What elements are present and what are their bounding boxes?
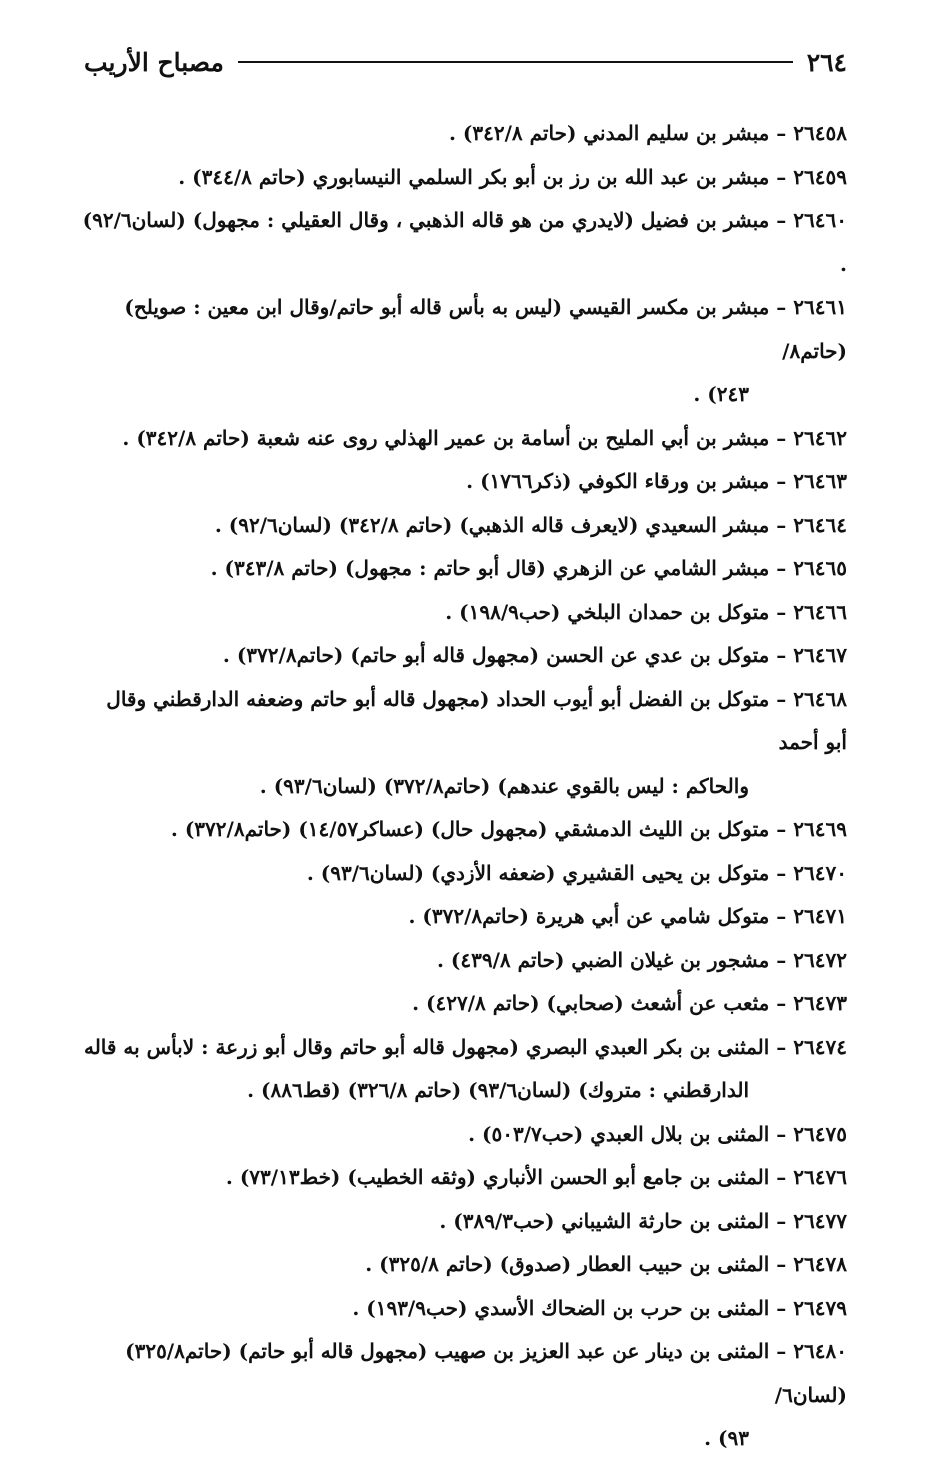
page-number: ٢٦٤ <box>806 47 847 77</box>
entry-dash: – <box>769 512 794 537</box>
entry-continuation: والحاكم : ليس بالقوي عندهم) (حاتم٣٧٢/٨) (لسان٩٣/٦) . <box>259 773 749 798</box>
entry-text: المثنى بن حرب بن الضحاك الأسدي (حب١٩٣/٩) . <box>352 1295 770 1320</box>
entry-number: ٢٦٤٧٠ <box>793 860 847 885</box>
entry-text: مبشر بن أبي المليح بن أسامة بن عمير الهذلي روى عنه شعبة (حاتم ٣٤٢/٨) . <box>122 425 770 450</box>
entry-item <box>80 112 847 156</box>
entry-text: مشجور بن غيلان الضبي (حاتم ٤٣٩/٨) . <box>437 947 770 972</box>
entry-text: متوكل بن يحيى القشيري (ضعفه الأزدي) (لسان٩٣/٦) . <box>306 860 770 885</box>
entry-text: مبشر بن فضيل (لايدري من هو قاله الذهبي ، وقال العقيلي : مجهول) (لسان٩٢/٦) . <box>82 208 847 276</box>
entry-text: متوكل شامي عن أبي هريرة (حاتم٣٧٢/٨) . <box>408 904 770 928</box>
book-title: مصباح الأريب <box>84 47 224 77</box>
entry-number: ٢٦٤٧٧ <box>793 1208 847 1233</box>
entry-number: ٢٦٤٦٤ <box>793 512 847 537</box>
entry-item <box>80 1113 847 1157</box>
entry-number: ٢٦٤٧٨ <box>793 1252 847 1276</box>
entry-dash: – <box>769 991 794 1015</box>
entry-dash: – <box>769 1295 794 1320</box>
entry-continuation: ٩٣) . <box>704 1426 749 1450</box>
entry-number: ٢٦٤٦٥ <box>793 556 847 580</box>
entry-item <box>80 1156 847 1200</box>
entry-dash: – <box>769 121 794 145</box>
entry-item <box>80 1287 847 1331</box>
entry-text: المثنى بن بلال العبدي (حب٥٠٣/٧) . <box>468 1121 770 1146</box>
entry-continuation: الدارقطني : متروك) (لسان٩٣/٦) (حاتم ٣٢٦/٨) (قط٨٨٦) . <box>247 1078 749 1102</box>
entry-number: ٢٦٤٧٢ <box>793 947 847 972</box>
entry-dash: – <box>769 686 794 711</box>
entry-text: المثنى بن حبيب العطار (صدوق) (حاتم ٣٢٥/٨) . <box>365 1252 770 1276</box>
entry-dash: – <box>769 1339 794 1363</box>
entry-text: متوكل بن الفضل أبو أيوب الحداد (مجهول قاله أبو حاتم وضعفه الدارقطني وقال أبو أحمد <box>106 686 847 754</box>
entry-text: متوكل بن الليث الدمشقي (مجهول حال) (عساكر١٤/٥٧) (حاتم٣٧٢/٨) . <box>170 817 770 841</box>
entry-number: ٢٦٤٧١ <box>793 904 847 928</box>
entry-item <box>80 895 847 939</box>
entry-item <box>80 286 847 417</box>
entry-item <box>80 156 847 200</box>
entry-text: المثنى بن دينار عن عبد العزيز بن صهيب (مجهول قاله أبو حاتم) (حاتم٣٢٥/٨) (لسان٦/ <box>125 1339 847 1407</box>
entry-number: ٢٦٤٦٨ <box>793 686 847 711</box>
entry-number: ٢٦٤٦٦ <box>793 599 847 624</box>
entry-dash: – <box>769 469 794 493</box>
entry-dash: – <box>769 556 794 580</box>
entry-number: ٢٦٤٦٢ <box>793 425 847 450</box>
entry-number: ٢٦٤٧٣ <box>793 991 847 1015</box>
entry-item <box>80 1200 847 1244</box>
entry-number: ٢٦٤٦١ <box>793 295 847 319</box>
entry-number: ٢٦٤٥٩ <box>793 164 847 189</box>
entry-item <box>80 808 847 852</box>
entry-number: ٢٦٤٥٨ <box>793 121 847 145</box>
entry-text: مبشر السعيدي (لايعرف قاله الذهبي) (حاتم ٣٤٢/٨) (لسان٩٢/٦) . <box>214 512 770 537</box>
entry-dash: – <box>769 817 794 841</box>
entry-dash: – <box>769 208 794 232</box>
entry-dash: – <box>769 599 794 624</box>
entry-dash: – <box>769 164 794 189</box>
entry-continuation: ٢٤٣) . <box>693 382 749 406</box>
entry-dash: – <box>769 947 794 972</box>
entry-number: ٢٦٤٧٩ <box>793 1295 847 1320</box>
entry-item <box>80 852 847 896</box>
entry-number: ٢٦٤٧٦ <box>793 1165 847 1189</box>
page-header <box>84 40 847 84</box>
entry-text: مبشر بن مكسر القيسي (ليس به بأس قاله أبو حاتم/وقال ابن معين : صويلح) (حاتم٨/ <box>124 295 847 363</box>
entry-item <box>80 460 847 504</box>
entry-item <box>80 678 847 809</box>
entry-dash: – <box>769 643 794 667</box>
entry-list <box>80 112 847 1461</box>
entry-text: مثعب عن أشعث (صحابي) (حاتم ٤٢٧/٨) . <box>412 991 770 1015</box>
entry-text: المثنى بن بكر العبدي البصري (مجهول قاله أبو حاتم وقال أبو زرعة : لابأس به قاله <box>83 1034 770 1059</box>
entry-number: ٢٦٤٦٣ <box>793 469 847 493</box>
entry-item <box>80 591 847 635</box>
entry-item <box>80 1330 847 1461</box>
entry-number: ٢٦٤٦٧ <box>793 643 847 667</box>
entry-dash: – <box>769 295 794 319</box>
entry-item <box>80 634 847 678</box>
entry-dash: – <box>769 425 794 450</box>
entry-text: متوكل بن حمدان البلخي (حب١٩٨/٩) . <box>445 599 770 624</box>
entry-text: مبشر بن سليم المدني (حاتم ٣٤٢/٨) . <box>448 121 770 145</box>
entry-number: ٢٦٤٦٩ <box>793 817 847 841</box>
entry-number: ٢٦٤٦٠ <box>793 208 847 232</box>
header-rule <box>238 61 793 63</box>
entry-item <box>80 547 847 591</box>
entry-text: مبشر الشامي عن الزهري (قال أبو حاتم : مجهول) (حاتم ٣٤٣/٨) . <box>210 556 770 580</box>
entry-dash: – <box>769 1034 794 1059</box>
entry-dash: – <box>769 860 794 885</box>
entry-dash: – <box>769 1208 794 1233</box>
entry-dash: – <box>769 1121 794 1146</box>
entry-text: المثنى بن جامع أبو الحسن الأنباري (وثقه الخطيب) (خط٧٣/١٣) . <box>225 1165 770 1189</box>
entry-number: ٢٦٤٨٠ <box>793 1339 847 1363</box>
entry-item <box>80 939 847 983</box>
entry-dash: – <box>769 1165 794 1189</box>
entry-number: ٢٦٤٧٥ <box>793 1121 847 1146</box>
entry-dash: – <box>769 904 794 928</box>
entry-number: ٢٦٤٧٤ <box>793 1034 847 1059</box>
entry-item <box>80 417 847 461</box>
entry-item <box>80 199 847 286</box>
entry-item <box>80 504 847 548</box>
entry-text: المثنى بن حارثة الشيباني (حب٣٨٩/٣) . <box>439 1208 770 1233</box>
entry-item <box>80 1243 847 1287</box>
entry-text: مبشر بن عبد الله بن رز بن أبو بكر السلمي النيسابوري (حاتم ٣٤٤/٨) . <box>178 164 770 189</box>
entry-text: مبشر بن ورقاء الكوفي (ذكر١٧٦٦) . <box>466 469 770 493</box>
entry-dash: – <box>769 1252 794 1276</box>
entry-item <box>80 1026 847 1113</box>
entry-item <box>80 982 847 1026</box>
entry-text: متوكل بن عدي عن الحسن (مجهول قاله أبو حاتم) (حاتم٣٧٢/٨) . <box>222 643 770 667</box>
